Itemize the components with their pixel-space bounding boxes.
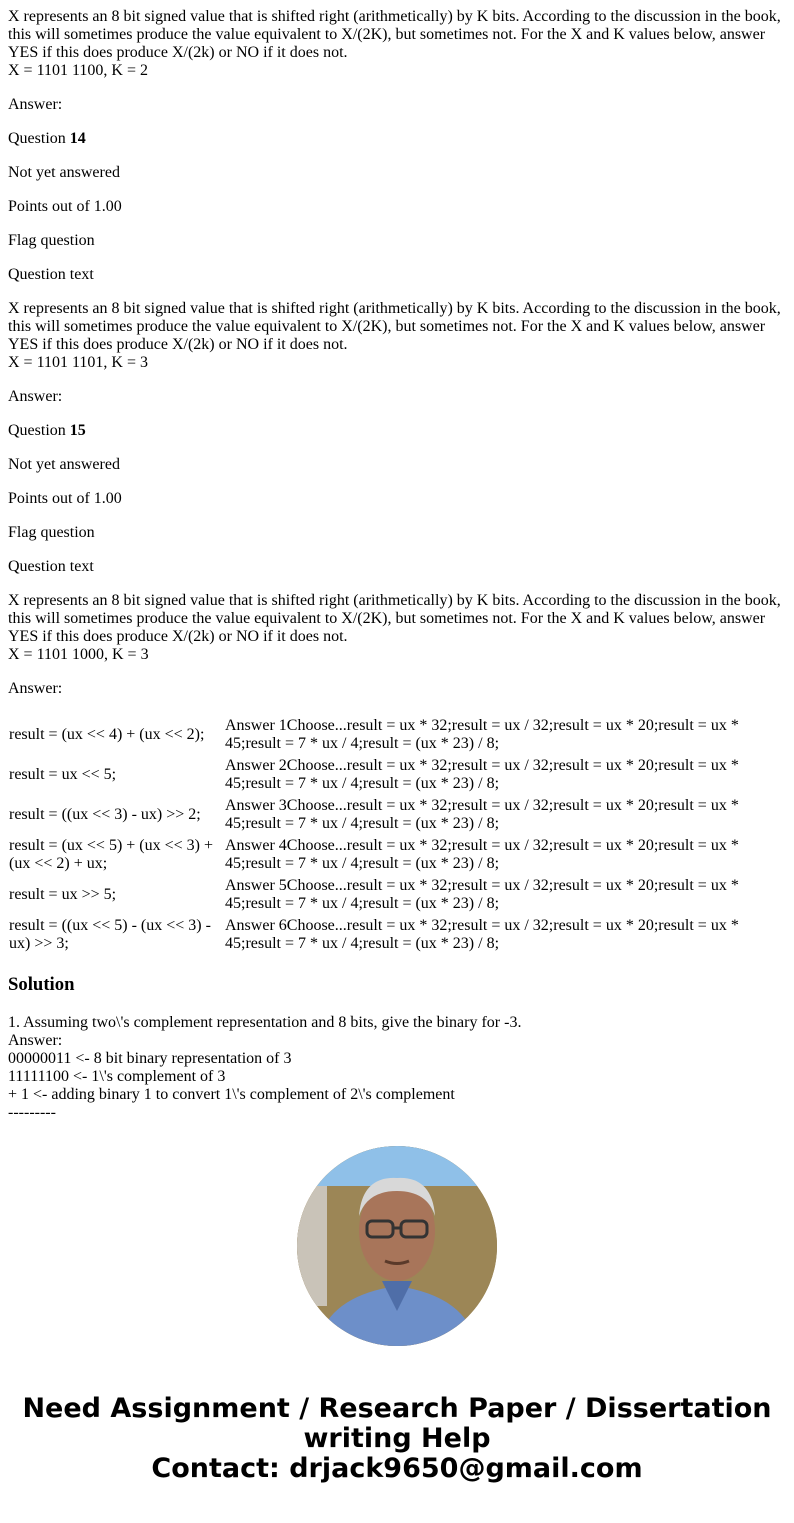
question-body: X represents an 8 bit signed value that is shifted right (arithmetically) by K bits. According to the discussion in the book, this will sometimes produce the value equivalent to X/(2K), but sometimes not. For the X and K values below, answer YES if this does produce X/(2k) or NO if it does not. (8, 592, 781, 645)
question-body: X represents an 8 bit signed value that is shifted right (arithmetically) by K bits. According to the discussion in the book, this will sometimes produce the value equivalent to X/(2K), but sometimes not. For the X and K values below, answer YES if this does produce X/(2k) or NO if it does not. (8, 300, 781, 353)
solution-heading: Solution (8, 974, 75, 995)
solution-line: 1. Assuming two\'s complement representation and 8 bits, give the binary for -3. (8, 1014, 522, 1031)
table-row (8, 836, 784, 874)
answer-choices-cell[interactable]: Answer 2Choose...result = ux * 32;result = ux / 32;result = ux * 20;result = ux * 45;result = 7 * ux / 4;result = (ux * 23) / 8; (225, 757, 739, 792)
expression-cell: result = ((ux << 5) - (ux << 3) - ux) >> 3; (9, 917, 211, 952)
author-photo (297, 1146, 497, 1346)
answer-choices-cell[interactable]: Answer 3Choose...result = ux * 32;result = ux / 32;result = ux * 20;result = ux * 45;result = 7 * ux / 4;result = (ux * 23) / 8; (225, 797, 739, 832)
question-text (8, 592, 786, 664)
expression-cell: result = (ux << 5) + (ux << 3) + (ux << 2) + ux; (9, 837, 214, 872)
solution-line: 00000011 <- 8 bit binary representation of 3 (8, 1050, 292, 1067)
answer-choices-cell[interactable]: Answer 4Choose...result = ux * 32;result = ux / 32;result = ux * 20;result = ux * 45;result = 7 * ux / 4;result = (ux * 23) / 8; (225, 837, 739, 872)
question-points: Points out of 1.00 (8, 198, 122, 215)
table-row (8, 916, 784, 954)
question-text (8, 8, 786, 80)
table-row (8, 756, 784, 794)
solution-line: --------- (8, 1104, 56, 1121)
banner-line: Need Assignment / Research Paper / Dissertation writing Help (22, 1393, 772, 1454)
expression-cell: result = ux >> 5; (9, 886, 117, 903)
question-text-label: Question text (8, 558, 94, 575)
question-values: X = 1101 1100, K = 2 (8, 62, 148, 79)
table-row (8, 876, 784, 914)
table-row (8, 796, 784, 834)
question-num: 14 (69, 130, 86, 147)
question-status: Not yet answered (8, 456, 120, 473)
answer-choices-cell[interactable]: Answer 1Choose...result = ux * 32;result = ux / 32;result = ux * 20;result = ux * 45;result = 7 * ux / 4;result = (ux * 23) / 8; (225, 717, 739, 752)
table-row (8, 716, 784, 754)
q15-block (8, 422, 786, 698)
question-text (8, 300, 786, 372)
person-portrait-icon (297, 1146, 497, 1346)
expression-cell: result = ((ux << 3) - ux) >> 2; (9, 806, 201, 823)
q14-block (8, 130, 786, 406)
question-values: X = 1101 1101, K = 3 (8, 354, 148, 371)
solution-line: Answer: (8, 1032, 63, 1049)
flag-question[interactable]: Flag question (8, 232, 95, 249)
question-text-label: Question text (8, 266, 94, 283)
question-number (8, 422, 786, 440)
question-label: Question (8, 130, 70, 147)
answer-label: Answer: (8, 388, 63, 405)
solution-line: 11111100 <- 1\'s complement of 3 (8, 1068, 226, 1085)
banner-contact: Contact: drjack9650@gmail.com (151, 1453, 643, 1484)
expression-cell: result = (ux << 4) + (ux << 2); (9, 726, 205, 743)
answer-choices-cell[interactable]: Answer 5Choose...result = ux * 32;result = ux / 32;result = ux * 20;result = ux * 45;result = 7 * ux / 4;result = (ux * 23) / 8; (225, 877, 739, 912)
question-values: X = 1101 1000, K = 3 (8, 646, 149, 663)
question-num: 15 (69, 422, 86, 439)
answer-label: Answer: (8, 680, 63, 697)
author-photo-container (8, 1146, 786, 1346)
matching-table (6, 714, 786, 956)
q13-block (8, 8, 786, 114)
flag-question[interactable]: Flag question (8, 524, 95, 541)
solution-body (8, 1014, 786, 1122)
question-status: Not yet answered (8, 164, 120, 181)
question-label: Question (8, 422, 70, 439)
question-body: X represents an 8 bit signed value that is shifted right (arithmetically) by K bits. According to the discussion in the book, this will sometimes produce the value equivalent to X/(2K), but sometimes not. For the X and K values below, answer YES if this does produce X/(2k) or NO if it does not. (8, 8, 781, 61)
question-points: Points out of 1.00 (8, 490, 122, 507)
solution-line: + 1 <- adding binary 1 to convert 1\'s complement of 2\'s complement (8, 1086, 455, 1103)
answer-label: Answer: (8, 96, 63, 113)
answer-choices-cell[interactable]: Answer 6Choose...result = ux * 32;result = ux / 32;result = ux * 20;result = ux * 45;result = 7 * ux / 4;result = (ux * 23) / 8; (225, 917, 739, 952)
question-number (8, 130, 786, 148)
expression-cell: result = ux << 5; (9, 766, 117, 783)
contact-banner (8, 1394, 786, 1484)
